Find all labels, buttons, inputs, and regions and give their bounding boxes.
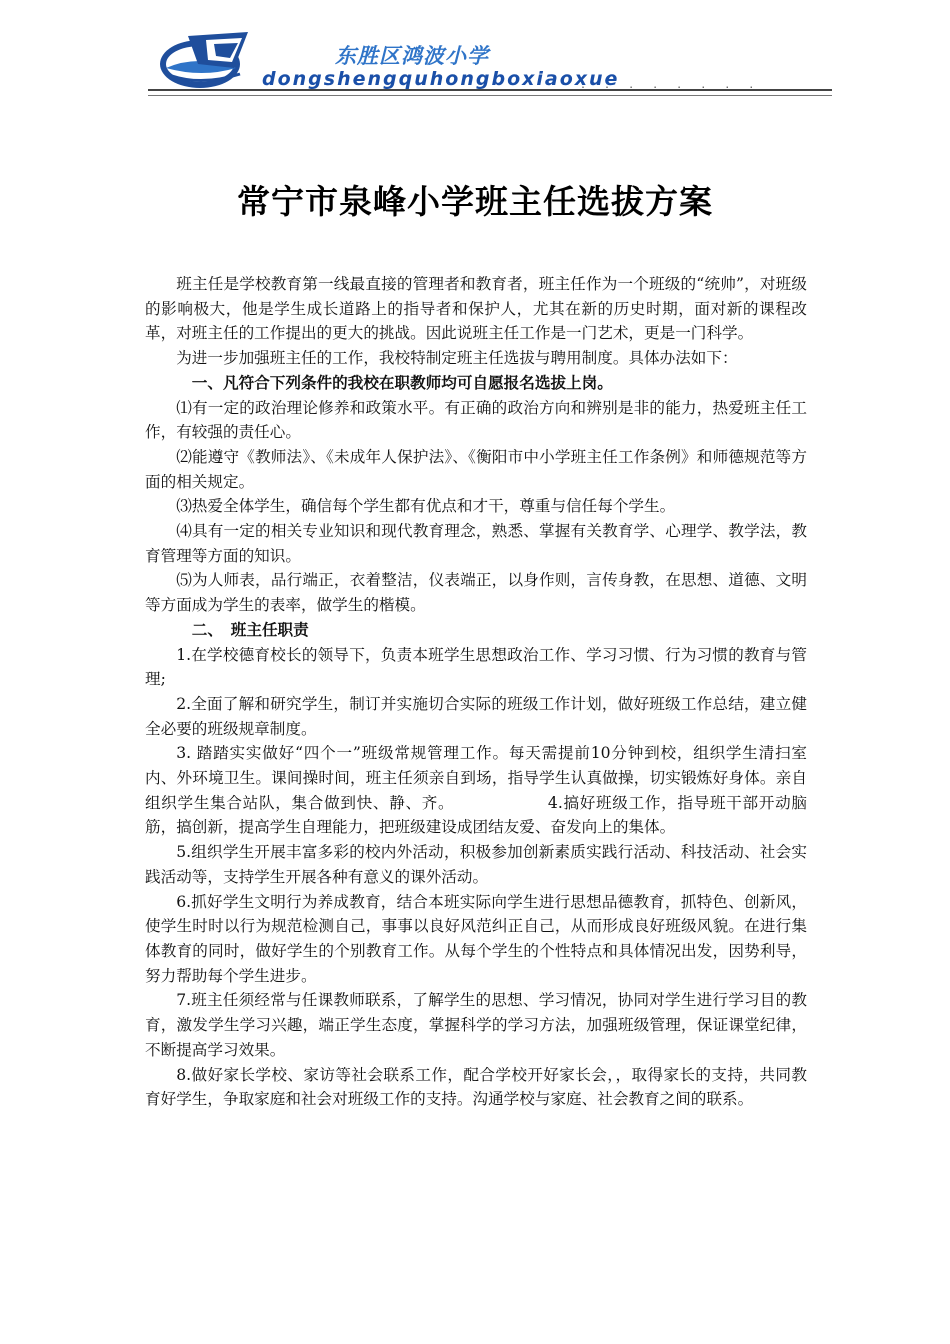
header-rule — [148, 89, 832, 91]
school-name-pinyin: dongshengquhongboxiaoxue — [262, 68, 620, 90]
condition-item: ⑸为人师表，品行端正，衣着整洁，仪表端正，以身作则，言传身教，在思想、道德、文明等方面成为学生的表率，做学生的楷模。 — [145, 571, 807, 615]
duty-item: 6.抓好学生文明行为养成教育，结合本班实际向学生进行思想品德教育，抓特色、创新风，使学生时时以行为规范检测自己，事事以良好风范纠正自己，从而形成良好班级风貌。在进行集体教育的同时，做好学生的个别教育工作。从每个学生的个性特点和具体情况出发，因势利导，努力帮助每个学生进步。 — [145, 892, 807, 985]
intro-paragraph: 为进一步加强班主任的工作，我校特制定班主任选拔与聘用制度。具体办法如下： — [176, 349, 738, 368]
decorative-dots: . . . . . . . . — [580, 80, 761, 91]
letterhead — [0, 0, 950, 110]
condition-item: ⑴有一定的政治理论修养和政策水平。有正确的政治方向和辨别是非的能力，热爱班主任工作，有较强的责任心。 — [145, 398, 807, 442]
condition-item: ⑶热爱全体学生，确信每个学生都有优点和才干，尊重与信任每个学生。 — [176, 497, 676, 516]
duty-item: 2.全面了解和研究学生，制订并实施切合实际的班级工作计划，做好班级工作总结，建立健全必要的班级规章制度。 — [145, 694, 807, 738]
duty-item: 5.组织学生开展丰富多彩的校内外活动，积极参加创新素质实践行活动、科技活动、社会实践活动等，支持学生开展各种有意义的课外活动。 — [145, 843, 807, 886]
duty-item: 7.班主任须经常与任课教师联系，了解学生的思想、学习情况，协同对学生进行学习目的教育，激发学生学习兴趣，端正学生态度，掌握科学的学习方法，加强班级管理，保证课堂纪律，不断提高学习效果。 — [145, 991, 807, 1059]
document-body — [145, 272, 807, 1112]
school-logo-icon — [158, 24, 258, 92]
intro-paragraph: 班主任是学校教育第一线最直接的管理者和教育者，班主任作为一个班级的“统帅”，对班级的影响极大，他是学生成长道路上的指导者和保护人，尤其在新的历史时期，面对新的课程改革，对班主任的工作提出的更大的挑战。因此说班主任工作是一门艺术，更是一门科学。 — [145, 275, 807, 343]
section-heading: 二、 班主任职责 — [191, 620, 309, 639]
document-title: 常宁市泉峰小学班主任选拔方案 — [237, 182, 713, 221]
condition-item: ⑷具有一定的相关专业知识和现代教育理念，熟悉、掌握有关教育学、心理学、教学法，教育管理等方面的知识。 — [145, 522, 807, 565]
duty-item: 8.做好家长学校、家访等社会联系工作，配合学校开好家长会，，取得家长的支持，共同教育好学生，争取家庭和社会对班级工作的支持。沟通学校与家庭、社会教育之间的联系。 — [145, 1065, 807, 1109]
school-name-cn: 东胜区鸿波小学 — [335, 44, 489, 68]
duty-item: 1.在学校德育校长的领导下，负责本班学生思想政治工作、学习习惯、行为习惯的教育与管理; — [145, 645, 807, 689]
duty-item-3: 3. 踏踏实实做好“四个一”班级常规管理工作。每天需提前10分钟到校，组织学生清扫室内、外环境卫生。课间操时间，班主任须亲自到场，指导学生认真做操，切实锻炼好身体。亲自组织学生集合站队，集合做到快、静、齐。 — [145, 744, 807, 812]
duty-item-4: 4.搞好班级工作，指导班干部开动脑筋，搞创新，提高学生自理能力，把班级建设成团结友爱、奋发向上的集体。 — [145, 793, 807, 837]
section-heading: 一、凡符合下列条件的我校在职教师均可自愿报名选拔上岗。 — [191, 373, 613, 392]
duty-item — [145, 741, 807, 840]
header-rule-thin — [148, 95, 832, 96]
condition-item: ⑵能遵守《教师法》、《未成年人保护法》、《衡阳市中小学班主任工作条例》和师德规范等方面的相关规定。 — [145, 447, 807, 491]
